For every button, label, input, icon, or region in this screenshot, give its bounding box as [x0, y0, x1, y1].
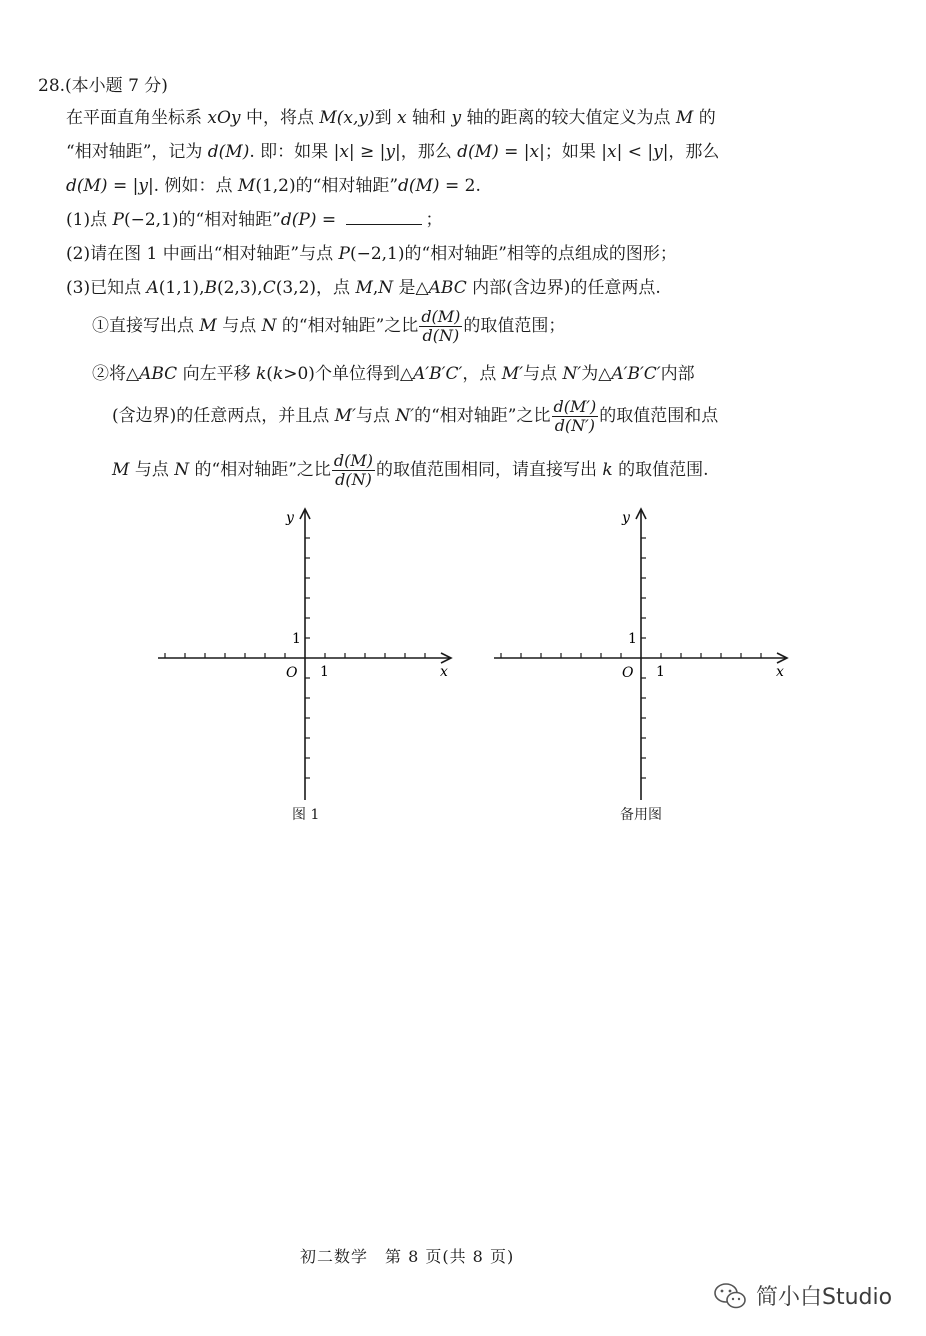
text: (−2,1)的“相对轴距”相等的点组成的图形； [349, 244, 677, 264]
y-axis-label: y [622, 510, 630, 526]
text: = | [498, 142, 530, 162]
math: x [397, 108, 407, 128]
math: M [675, 108, 694, 128]
math: y [451, 108, 462, 128]
text: (2,3), [216, 278, 263, 298]
sub-question-2-line-2 [112, 398, 718, 435]
math: d(P) [280, 210, 317, 230]
x-axis-label: x [776, 664, 784, 680]
math: x [339, 142, 349, 162]
math: d(M) [398, 176, 440, 196]
math: N [378, 278, 394, 298]
intro-line-1 [66, 106, 716, 130]
math: A′B′C′ [413, 364, 463, 384]
text: |，那么 [662, 142, 720, 162]
math: M(x,y) [319, 108, 375, 128]
text: |. 例如：点 [147, 176, 238, 196]
fraction [552, 398, 599, 435]
text: 内部(含边界)的任意两点. [466, 278, 661, 298]
sub-question-1 [92, 308, 565, 345]
math: N′ [395, 406, 415, 426]
answer-blank[interactable] [346, 208, 422, 225]
origin-label: O [622, 665, 634, 681]
text: |；如果 | [539, 142, 607, 162]
math: N′ [562, 364, 582, 384]
text: . 即：如果 | [249, 142, 340, 162]
math: x [606, 142, 617, 162]
text: ①直接写出点 [92, 316, 200, 336]
math: d(M) [66, 176, 108, 196]
text: 的“相对轴距”之比 [414, 406, 551, 426]
text: (3,2)，点 [275, 278, 356, 298]
text: (−2,1)的“相对轴距” [123, 210, 281, 230]
text: 内部 [660, 364, 695, 384]
text: ； [425, 210, 443, 230]
text: 为△ [581, 364, 612, 384]
text: 与点 [355, 406, 396, 426]
math: d(M) [207, 142, 250, 162]
part-3 [66, 276, 661, 300]
numerator: d(M) [333, 451, 374, 470]
math: k [602, 460, 613, 480]
math: M′ [501, 364, 524, 384]
coordinate-figure-backup [486, 502, 806, 802]
math: x [529, 142, 540, 162]
text: 的取值范围相同，请直接写出 [376, 460, 603, 480]
x-unit-label: 1 [320, 664, 329, 680]
math: y [138, 176, 148, 196]
text: = 2. [439, 176, 481, 196]
text: 中，将点 [240, 108, 320, 128]
text: = | [107, 176, 139, 196]
text: ②将△ [92, 364, 140, 384]
text: (3)已知点 [66, 278, 147, 298]
fraction [332, 452, 375, 489]
score-note: (本小题 7 分) [65, 76, 168, 96]
text: | ≥ | [348, 142, 386, 162]
text: (1,1), [158, 278, 205, 298]
text: (1)点 [66, 210, 113, 230]
text: 在平面直角坐标系 [66, 108, 208, 128]
y-unit-label: 1 [292, 631, 301, 647]
math: M [199, 316, 217, 336]
math: k [272, 364, 284, 384]
text: 的取值范围. [612, 460, 709, 480]
part-1 [66, 208, 443, 232]
text: 轴和 [406, 108, 452, 128]
text: 向左平移 [177, 364, 256, 384]
intro-line-3 [66, 174, 481, 198]
denominator: d(N) [422, 326, 460, 345]
math: y [385, 142, 396, 162]
text: (1,2)的“相对轴距” [255, 176, 399, 196]
text: (含边界)的任意两点，并且点 [112, 406, 335, 426]
math: A′B′C′ [611, 364, 661, 384]
text: 是△ [393, 278, 429, 298]
math: ABC [139, 364, 178, 384]
intro-line-2 [66, 140, 719, 164]
text: , [372, 278, 379, 298]
text: (2)请在图 1 中画出“相对轴距”与点 [66, 244, 339, 264]
math: P [338, 244, 350, 264]
origin-label: O [286, 665, 298, 681]
text: “相对轴距”，记为 [66, 142, 208, 162]
math: M′ [334, 406, 356, 426]
text: 的“相对轴距”之比 [276, 316, 419, 336]
part-2 [66, 242, 677, 266]
coordinate-figure-1 [150, 502, 470, 802]
math: M [237, 176, 256, 196]
math: y [653, 142, 663, 162]
caption-figure-1: 图 1 [292, 807, 320, 823]
text: = [316, 210, 342, 230]
text: 与点 [216, 316, 262, 336]
denominator: d(N′) [554, 416, 596, 435]
math: N [261, 316, 277, 336]
wechat-icon [712, 1281, 748, 1311]
text: 到 [374, 108, 398, 128]
watermark [712, 1280, 892, 1311]
text: 的取值范围和点 [599, 406, 719, 426]
text: >0)个单位得到△ [283, 364, 414, 384]
math: M [355, 278, 373, 298]
sub-question-2-line-1 [92, 362, 695, 386]
math: P [112, 210, 124, 230]
x-unit-label: 1 [656, 664, 665, 680]
numerator: d(M) [421, 307, 461, 326]
text: | < | [616, 142, 654, 162]
denominator: d(N) [335, 470, 372, 489]
math: B [204, 278, 217, 298]
text: 与点 [523, 364, 563, 384]
y-unit-label: 1 [628, 631, 637, 647]
math: C [262, 278, 276, 298]
text: 轴的距离的较大值定义为点 [461, 108, 676, 128]
question-number: 28. [38, 76, 66, 96]
text: 与点 [129, 460, 175, 480]
text: 的取值范围； [463, 316, 566, 336]
sub-question-2-line-3 [112, 452, 709, 489]
caption-figure-backup: 备用图 [620, 807, 662, 823]
math: k [255, 364, 267, 384]
math: M [112, 460, 130, 480]
x-axis-label: x [440, 664, 448, 680]
text: 的“相对轴距”之比 [189, 460, 331, 480]
text: ( [266, 364, 273, 384]
watermark-text: 简小白Studio [756, 1285, 893, 1310]
question-header [38, 74, 168, 98]
text: 的 [693, 108, 716, 128]
math: xOy [207, 108, 241, 128]
page-footer: 初二数学 第 8 页(共 8 页) [300, 1247, 515, 1266]
y-axis-label: y [286, 510, 294, 526]
fraction [419, 308, 462, 345]
text: ，点 [462, 364, 502, 384]
numerator: d(M′) [553, 397, 597, 416]
math: ABC [428, 278, 467, 298]
text: |，那么 [395, 142, 458, 162]
math: A [146, 278, 159, 298]
math: N [174, 460, 190, 480]
math: d(M) [457, 142, 499, 162]
